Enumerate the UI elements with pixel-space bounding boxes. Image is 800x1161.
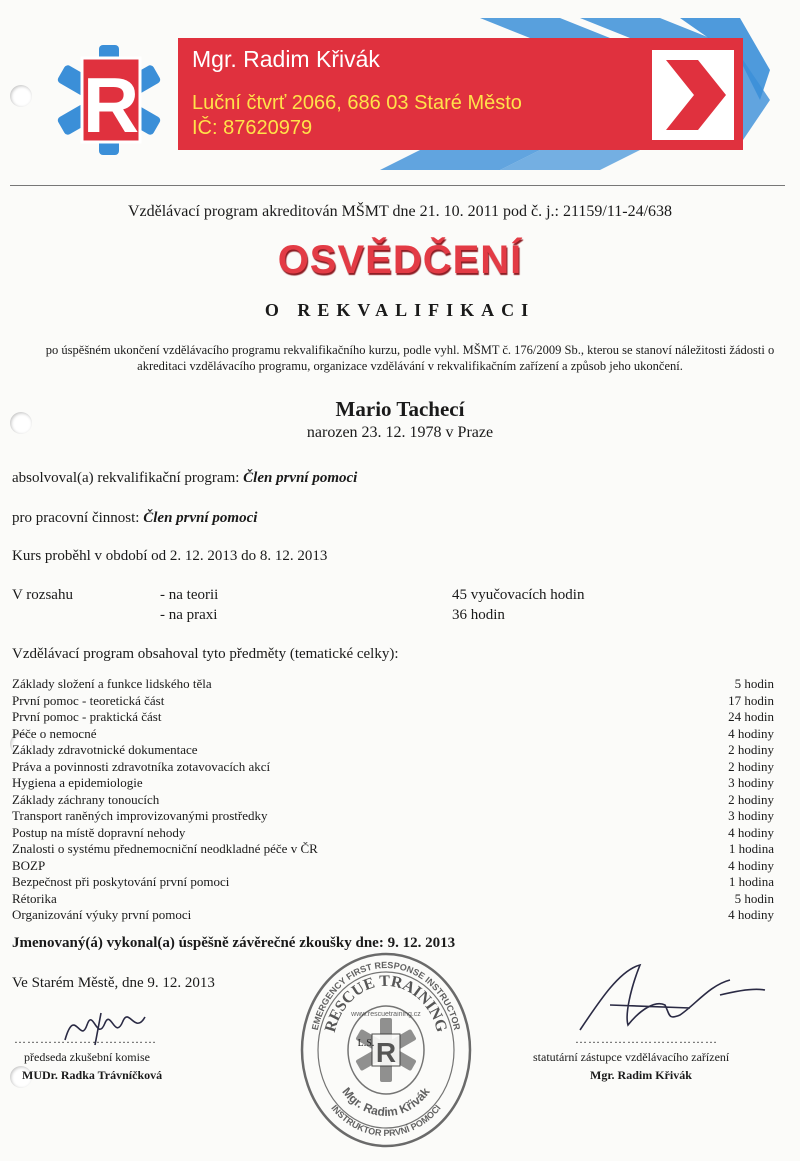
header-divider — [10, 185, 785, 186]
subject-name: První pomoc - teoretická část — [12, 692, 165, 708]
program-label: absolvoval(a) rekvalifikační program: — [12, 470, 240, 486]
list-item — [12, 759, 774, 776]
document-subtitle: O REKVALIFIKACI — [264, 300, 536, 320]
list-item — [12, 676, 774, 693]
program-line — [12, 470, 357, 487]
subject-name: BOZP — [12, 857, 46, 873]
subject-hours: 24 hodin — [728, 709, 774, 724]
subject-hours: 2 hodiny — [728, 791, 774, 807]
list-item — [12, 742, 774, 759]
legal-text: po úspěšném ukončení vzdělávacího programu rekvalifikačního kurzu, podle vyhl. MŠMT č. 176/2009 Sb., kterou se stanoví náležitosti žádosti o akreditaci vzdělávacího programu, organizace vzdělávání v rekvalifikačním zařízení a způsob jeho ukončení. — [45, 343, 775, 373]
list-item — [12, 891, 774, 908]
list-item — [12, 693, 774, 710]
scope-practice-value: 36 hodin — [452, 607, 505, 623]
signature-right-name: Mgr. Radim Křivák — [590, 1068, 692, 1082]
subject-name: Základy záchrany tonoucích — [12, 791, 160, 807]
scope-label: V rozsahu — [12, 587, 73, 603]
logo-icon — [44, 40, 174, 160]
list-item — [12, 726, 774, 743]
list-item — [12, 775, 774, 792]
subjects-heading: Vzdělávací program obsahoval tyto předměty (tematické celky): — [12, 646, 399, 662]
rescue-training-stamp — [298, 948, 473, 1148]
stamp-main-text: RESCUE TRAINING — [321, 972, 451, 1035]
subject-name: Bezpečnost při poskytování první pomoci — [12, 874, 230, 889]
stamp-ls: L.S. — [357, 1038, 375, 1049]
signature-right-icon — [570, 960, 770, 1040]
accreditation-line: Vzdělávací program akreditován MŠMT dne 21. 10. 2011 pod č. j.: 21159/11-24/638 — [127, 203, 673, 220]
subject-name: Organizování výuky první pomoci — [12, 907, 192, 922]
signature-right-label: statutární zástupce vzdělávacího zařízení — [533, 1050, 730, 1064]
signature-left-label: předseda zkušební komise — [24, 1050, 150, 1064]
list-item — [12, 858, 774, 875]
subject-hours: 3 hodiny — [728, 808, 774, 823]
subject-hours: 3 hodiny — [728, 775, 774, 790]
stamp-bottom-text: INSTRUKTOR PRVNÍ POMOCI — [329, 1102, 443, 1139]
activity-line — [12, 510, 257, 527]
subject-name: Základy zdravotnické dokumentace — [12, 742, 198, 757]
subjects-list — [12, 676, 774, 924]
subject-hours: 4 hodiny — [728, 857, 774, 873]
activity-label: pro pracovní činnost: — [12, 510, 140, 526]
stamp-letter: R — [375, 1037, 397, 1068]
list-item — [12, 792, 774, 809]
subject-hours: 2 hodiny — [728, 742, 774, 757]
header-chevron-icon — [652, 50, 734, 140]
list-item — [12, 825, 774, 842]
header-name: Mgr. Radim Křivák — [192, 46, 380, 72]
stamp-name: Mgr. Radim Křivák — [339, 1084, 433, 1120]
svg-text:Mgr. Radim Křivák — [339, 1085, 432, 1120]
list-item — [12, 907, 774, 924]
final-exam-line: Jmenovaný(á) vykonal(a) úspěšně závěrečné zkoušky dne: 9. 12. 2013 — [12, 935, 456, 951]
subject-hours: 5 hodin — [734, 676, 774, 691]
header-ico: IČ: 87620979 — [192, 117, 313, 139]
subject-hours: 1 hodina — [728, 874, 774, 889]
scope-practice-label: - na praxi — [160, 607, 218, 623]
scope-theory-label: - na teorii — [160, 587, 219, 603]
list-item — [12, 808, 774, 825]
subject-hours: 4 hodiny — [728, 907, 774, 922]
subject-hours: 17 hodin — [728, 692, 774, 708]
signature-line-right: …………………………… — [575, 1032, 718, 1046]
signature-left-name: MUDr. Radka Trávníčková — [22, 1068, 163, 1082]
activity-value: Člen první pomoci — [143, 510, 258, 526]
place-date: Ve Starém Městě, dne 9. 12. 2013 — [12, 975, 215, 991]
subject-hours: 4 hodiny — [728, 824, 774, 840]
stamp-top-text: EMERGENCY FIRST RESPONSE INSTRUCTOR — [309, 959, 463, 1032]
subject-name: Základy složení a funkce lidského těla — [12, 676, 212, 691]
list-item — [12, 709, 774, 726]
subject-name: Péče o nemocné — [12, 725, 97, 741]
header-address: Luční čtvrť 2066, 686 03 Staré Město — [192, 92, 522, 114]
subject-hours: 2 hodiny — [728, 758, 774, 774]
subject-name: Postup na místě dopravní nehody — [12, 824, 186, 840]
subject-hours: 4 hodiny — [728, 725, 774, 741]
logo-letter: R — [82, 61, 140, 149]
signature-line-left: …………………………… — [14, 1032, 157, 1046]
scope-theory-value: 45 vyučovacích hodin — [452, 587, 585, 603]
subject-name: První pomoc - praktická část — [12, 709, 162, 724]
list-item — [12, 841, 774, 858]
subject-name: Práva a povinnosti zdravotníka zotavovacích akcí — [12, 758, 271, 774]
subject-hours: 5 hodin — [734, 890, 774, 906]
subject-name: Znalosti o systému přednemocniční neodkladné péče v ČR — [12, 841, 318, 856]
document-title: OSVĚDČENÍ — [277, 238, 523, 282]
person-birth: narozen 23. 12. 1978 v Praze — [306, 424, 494, 441]
subject-name: Rétorika — [12, 890, 57, 906]
list-item — [12, 874, 774, 891]
period-line: Kurs proběhl v období od 2. 12. 2013 do 8. 12. 2013 — [12, 548, 328, 564]
stamp-url: www.rescuetraining.cz — [351, 1011, 421, 1018]
program-value: Člen první pomoci — [243, 470, 358, 486]
subject-name: Hygiena a epidemiologie — [12, 775, 143, 790]
subject-hours: 1 hodina — [728, 841, 774, 856]
person-name: Mario Tachecí — [335, 397, 465, 421]
subject-name: Transport raněných improvizovanými prostředky — [12, 808, 268, 823]
